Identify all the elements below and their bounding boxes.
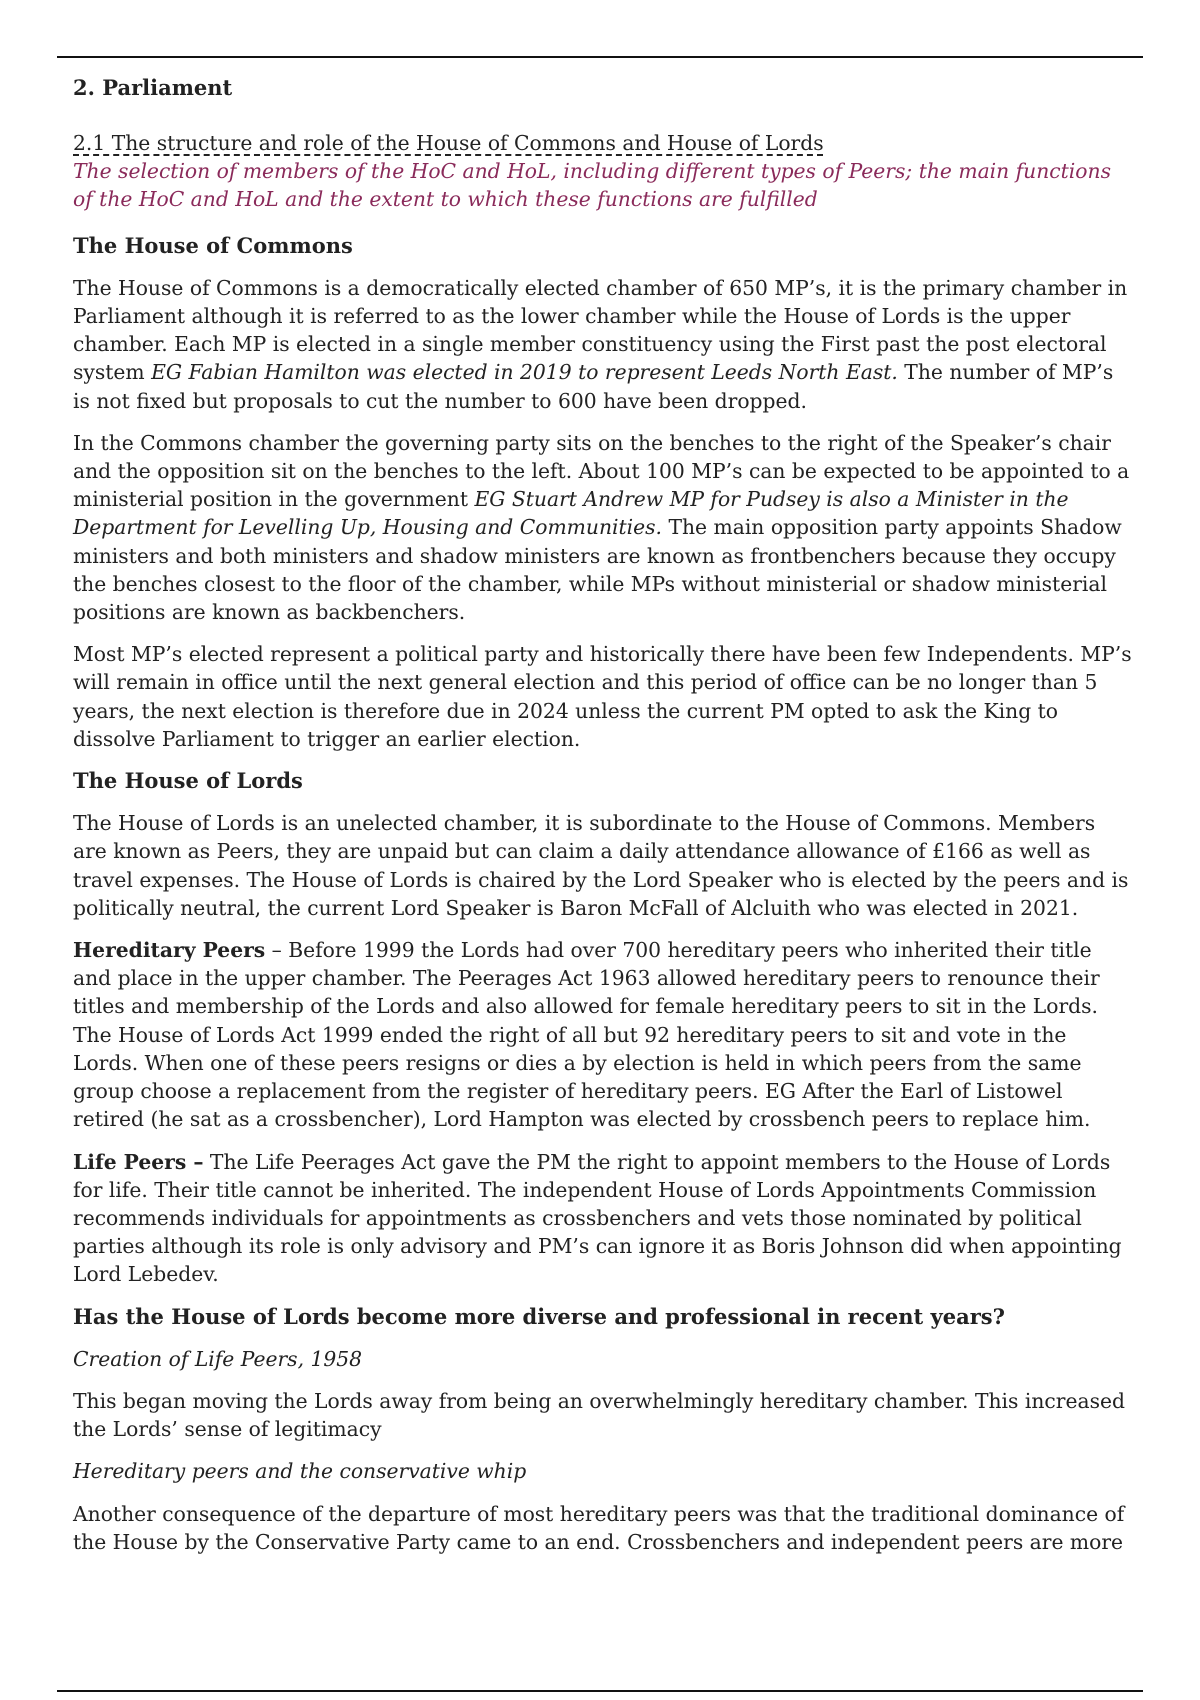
lords-paragraph-1: The House of Lords is an unelected chamber, it is subordinate to the House of Commons. Members are known as Peers, they are unpaid but can claim a daily attendance allowance of £166 as well as travel expenses. The House of Lords is chaired by the Lord Speaker who is elected by the peers and is politically neutral, the current Lord Speaker is Baron McFall of Alcluith who was elected in 2021.	[73, 811, 1129, 920]
life-peers-paragraph: Life Peers – The Life Peerages Act gave the PM the right to appoint members to the House of Lords for life. Their title cannot be inherited. The independent House of Lords Appointments Commission recommends individuals for appointments as crossbenchers and vets those nominated by political parties although its role is only advisory and PM’s can ignore it as Boris Johnson did when appointing Lord Lebedev.	[73, 1149, 1122, 1287]
top-rule	[57, 56, 1143, 58]
document-body	[73, 73, 1133, 1570]
bottom-rule	[57, 1690, 1143, 1692]
specification-text: The selection of members of the HoC and HoL, including different types of Peers; the main functions of the HoC and HoL and the extent to which these functions are fulfilled	[73, 159, 1111, 212]
lords-heading: The House of Lords	[73, 768, 303, 794]
hereditary-peers-label: Hereditary Peers	[73, 938, 266, 963]
hereditary-whip-text: Another consequence of the departure of most hereditary peers was that the traditional dominance of the House by the Conservative Party came to an end. Crossbenchers and independent peers are more	[73, 1501, 1125, 1554]
commons-paragraph-2: In the Commons chamber the governing party sits on the benches to the right of the Speaker’s chair and the opposition sit on the benches to the left. About 100 MP’s can be expected to be appointed to a ministerial position in the government EG Stuart Andrew MP for Pudsey is also a Minister in the Department for Levelling Up, Housing and Communities. The main opposition party appoints Shadow ministers and both ministers and shadow ministers are known as frontbenchers because they occupy the benches closest to the floor of the chamber, while MPs without ministerial or shadow ministerial positions are known as backbenchers.	[73, 430, 1130, 625]
diversity-heading: Has the House of Lords become more diverse and professional in recent years?	[73, 1303, 1005, 1329]
commons-paragraph-3: Most MP’s elected represent a political party and historically there have been few Independents. MP’s will remain in office until the next general election and this period of office can be no longer than 5 years, the next election is therefore due in 2024 unless the current PM opted to ask the King to dissolve Parliament to trigger an earlier election.	[73, 642, 1132, 751]
commons-heading: The House of Commons	[73, 232, 353, 258]
life-peers-creation-text: This began moving the Lords away from being an overwhelmingly hereditary chamber. This increased the Lords’ sense of legitimacy	[73, 1388, 1125, 1442]
commons-example-1: EG Fabian Hamilton was elected in 2019 to represent Leeds North East.	[151, 360, 898, 385]
life-peers-label: Life Peers –	[73, 1149, 204, 1174]
section-title: 2. Parliament	[73, 75, 233, 100]
life-peers-creation-subheading: Creation of Life Peers, 1958	[73, 1346, 363, 1371]
hereditary-whip-subheading: Hereditary peers and the conservative whip	[73, 1459, 527, 1484]
subsection-title: 2.1 The structure and role of the House of Commons and House of Lords	[73, 131, 824, 155]
hereditary-peers-paragraph: Hereditary Peers – Before 1999 the Lords had over 700 hereditary peers who inherited their title and place in the upper chamber. The Peerages Act 1963 allowed hereditary peers to renounce their titles and membership of the Lords and also allowed for female hereditary peers to sit in the Lords. The House of Lords Act 1999 ended the right of all but 92 hereditary peers to sit and vote in the Lords. When one of these peers resigns or dies a by election is held in which peers from the same group choose a replacement from the register of hereditary peers. EG After the Earl of Listowel retired (he sat as a crossbencher), Lord Hampton was elected by crossbench peers to replace him.	[73, 938, 1100, 1132]
commons-example-2: EG Stuart Andrew MP for Pudsey is also a Minister in the Department for Levelling Up, Housing and Communities.	[73, 487, 1069, 540]
commons-paragraph-1: The House of Commons is a democratically elected chamber of 650 MP’s, it is the primary chamber in Parliament although it is referred to as the lower chamber while the House of Lords is the upper chamber. Each MP is elected in a single member constituency using the First past the post electoral system EG Fabian Hamilton was elected in 2019 to represent Leeds North East. The number of MP’s is not fixed but proposals to cut the number to 600 have been dropped.	[73, 275, 1128, 413]
